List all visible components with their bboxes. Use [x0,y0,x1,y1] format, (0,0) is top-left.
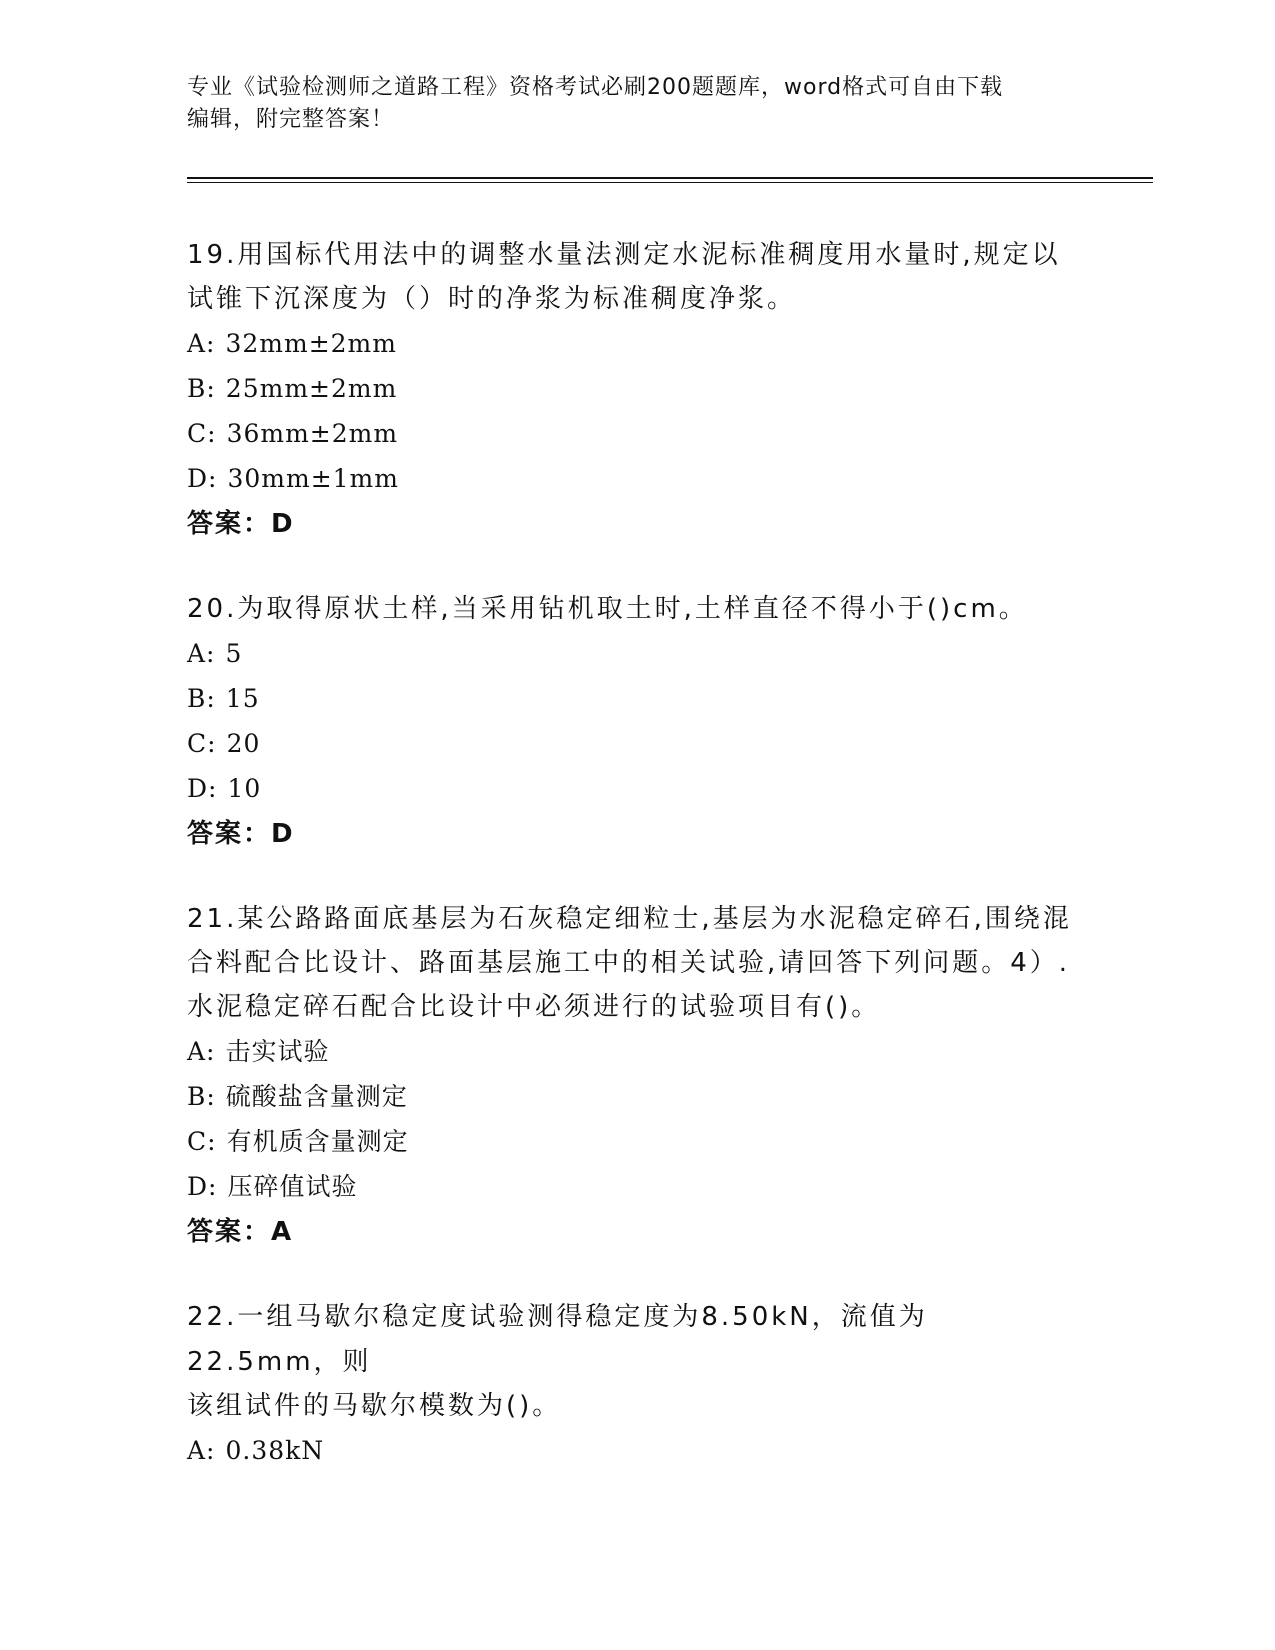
question-stem-line: 21.某公路路面底基层为石灰稳定细粒士,基层为水泥稳定碎石,围绕混 [187,904,1072,934]
answer-key: 答案：A [187,1217,294,1247]
answer-option [187,411,1087,456]
option-value: 0.38kN [225,1436,325,1465]
option-value: 20 [226,729,261,758]
option-value: 硫酸盐含量测定 [225,1082,408,1111]
question-block [187,587,1087,857]
option-label: A: [187,1436,216,1465]
question-stem-line: 合料配合比设计、路面基层施工中的相关试验,请回答下列问题。4）. [187,948,1071,978]
question-list [187,233,1087,1513]
question-stem-line: 试锥下沉深度为（）时的净浆为标准稠度净浆。 [187,284,797,314]
header-divider-thick [187,177,1153,179]
option-value: 有机质含量测定 [226,1127,409,1156]
answer-option [187,631,1087,676]
answer-option [187,1074,1087,1119]
option-label: A: [187,639,216,668]
option-value: 32mm±2mm [225,329,397,358]
answer-option [187,721,1087,766]
option-value: 压碎值试验 [227,1172,358,1201]
option-label: B: [187,1082,216,1111]
question-stem-line: 该组试件的马歇尔模数为()。 [187,1391,562,1421]
option-value: 36mm±2mm [226,419,399,448]
option-label: A: [187,1037,216,1066]
question-block [187,1295,1087,1473]
option-value: 25mm±2mm [225,374,398,403]
answer-key: 答案：D [187,509,295,539]
answer-option [187,366,1087,411]
answer-option [187,321,1087,366]
option-label: D: [187,774,218,803]
option-value: 30mm±1mm [227,464,399,493]
answer-option [187,1428,1087,1473]
document-header [187,72,1067,136]
answer-option [187,1164,1087,1209]
option-label: C: [187,419,217,448]
question-stem-line: 水泥稳定碎石配合比设计中必须进行的试验项目有()。 [187,992,881,1022]
option-label: C: [187,729,217,758]
header-line-2: 编辑，附完整答案！ [187,107,395,132]
question-block [187,897,1087,1255]
answer-option [187,676,1087,721]
header-divider-thin [187,182,1153,183]
option-value: 5 [225,639,243,668]
option-value: 10 [227,774,262,803]
option-label: C: [187,1127,217,1156]
option-label: D: [187,1172,218,1201]
question-stem-line: 20.为取得原状土样,当采用钻机取土时,土样直径不得小于()cm。 [187,594,1028,624]
question-block [187,233,1087,547]
question-stem-line: 22.一组马歇尔稳定度试验测得稳定度为8.50kN，流值为22.5mm，则 [187,1302,928,1377]
answer-option [187,1029,1087,1074]
answer-key: 答案：D [187,819,295,849]
header-line-1: 专业《试验检测师之道路工程》资格考试必刷200题题库，word格式可自由下载 [187,75,1004,100]
answer-option [187,456,1087,501]
answer-option [187,1119,1087,1164]
option-value: 击实试验 [225,1037,330,1066]
option-label: B: [187,684,216,713]
option-label: D: [187,464,218,493]
option-value: 15 [225,684,260,713]
question-stem-line: 19.用国标代用法中的调整水量法测定水泥标准稠度用水量时,规定以 [187,240,1061,270]
option-label: A: [187,329,216,358]
answer-option [187,766,1087,811]
option-label: B: [187,374,216,403]
